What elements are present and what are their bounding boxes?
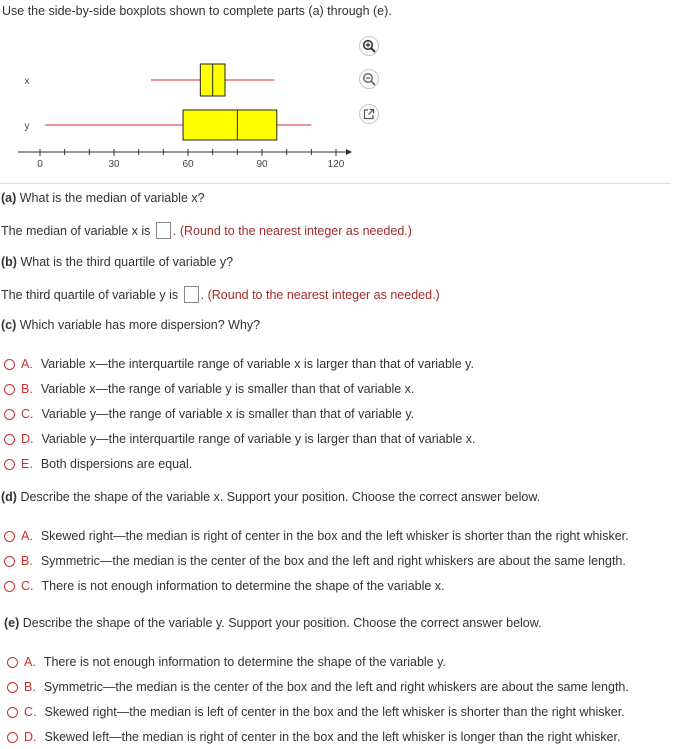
question-b: (b) What is the third quartile of variable y? [1,255,234,269]
radio-button[interactable] [4,409,15,420]
boxplot-chart [0,55,360,180]
popout-button[interactable] [359,104,379,124]
divider [0,183,671,184]
radio-button[interactable] [4,556,15,567]
radio-button[interactable] [4,459,15,470]
radio-button[interactable] [7,657,18,668]
tick-label: 60 [182,159,194,170]
series-label-y: y [24,121,30,132]
instructions: Use the side-by-side boxplots shown to complete parts (a) through (e). [2,4,392,18]
tick-label: 120 [327,159,345,170]
radio-button[interactable] [4,434,15,445]
tick-label: 0 [37,159,43,170]
radio-button[interactable] [7,732,18,743]
box-y [183,110,277,140]
radio-button[interactable] [4,531,15,542]
tick-label: 90 [256,159,268,170]
answer-a-row: The median of variable x is . (Round to the nearest integer as needed.) [1,224,412,238]
question-e: (e) Describe the shape of the variable y. Support your position. Choose the correct answer below. [4,616,542,630]
option-e-d[interactable]: D. Skewed left—the median is right of center in the box and the left whisker is longer than the right whisker. [7,730,621,744]
radio-button[interactable] [7,682,18,693]
question-a: (a) What is the median of variable x? [1,191,205,205]
option-d-c[interactable]: C. There is not enough information to determine the shape of the variable x. [4,579,445,593]
question-d: (d) Describe the shape of the variable x. Support your position. Choose the correct answer below. [1,490,541,504]
zoom-in-icon [362,39,376,53]
popout-icon [363,108,375,120]
x-axis-arrow [346,149,352,155]
zoom-in-button[interactable] [359,36,379,56]
radio-button[interactable] [7,707,18,718]
option-c-c[interactable]: C. Variable y—the range of variable x is smaller than that of variable y. [4,407,414,421]
option-c-a[interactable]: A. Variable x—the interquartile range of variable x is larger than that of variable y. [4,357,474,371]
zoom-out-icon [362,72,376,86]
option-e-a[interactable]: A. There is not enough information to determine the shape of the variable y. [7,655,446,669]
answer-a-input[interactable] [156,222,171,239]
tick-label: 30 [108,159,120,170]
answer-b-row: The third quartile of variable y is . (Round to the nearest integer as needed.) [1,288,440,302]
option-e-b[interactable]: B. Symmetric—the median is the center of the box and the left and right whiskers are about the same length. [7,680,629,694]
option-c-b[interactable]: B. Variable x—the range of variable y is smaller than that of variable x. [4,382,414,396]
answer-b-input[interactable] [184,286,199,303]
radio-button[interactable] [4,359,15,370]
radio-button[interactable] [4,384,15,395]
question-c: (c) Which variable has more dispersion? Why? [1,318,261,332]
series-label-x: x [24,76,30,87]
option-c-d[interactable]: D. Variable y—the interquartile range of variable y is larger than that of variable x. [4,432,476,446]
zoom-out-button[interactable] [359,69,379,89]
option-d-b[interactable]: B. Symmetric—the median is the center of the box and the left and right whiskers are about the same length. [4,554,626,568]
option-d-a[interactable]: A. Skewed right—the median is right of center in the box and the left whisker is shorter than the right whisker. [4,529,629,543]
radio-button[interactable] [4,581,15,592]
option-e-c[interactable]: C. Skewed right—the median is left of center in the box and the left whisker is shorter than the right whisker. [7,705,625,719]
option-c-e[interactable]: E. Both dispersions are equal. [4,457,192,471]
